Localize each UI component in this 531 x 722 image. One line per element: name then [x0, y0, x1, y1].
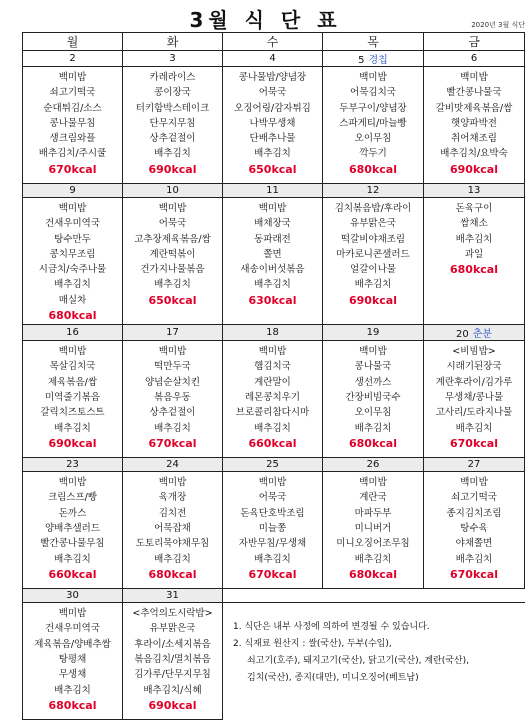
day-number-row: [23, 325, 525, 341]
menu-item: 터키함박스테이크: [135, 102, 210, 114]
menu-item: 상추겉절이: [149, 407, 196, 419]
menu-item: 배추김치: [455, 553, 493, 565]
day-number: 20: [455, 329, 469, 341]
menu-item: 두부구이/양념장: [339, 102, 407, 114]
holiday-label: 춘분: [472, 329, 493, 341]
menu-row: [23, 603, 525, 720]
calorie-label: 670kcal: [248, 567, 297, 581]
calorie-label: 680kcal: [450, 263, 498, 277]
menu-item: 쇠고기떡국: [49, 87, 96, 99]
calorie-label: 660kcal: [48, 567, 97, 581]
weekday-header: 화: [123, 33, 223, 51]
note-line: 쇠고기(호주), 돼지고기(국산), 닭고기(국산), 계란(국산),: [247, 656, 469, 667]
day-number: 13: [467, 185, 481, 196]
menu-item: 과일: [464, 248, 484, 260]
day-number: 2: [69, 53, 76, 64]
menu-item: 계란후라이/김가루: [435, 376, 513, 388]
menu-item: 오이무침: [354, 407, 392, 419]
calorie-label: 680kcal: [349, 436, 397, 450]
menu-item: 배추김치: [154, 148, 191, 160]
day-number-cell: [424, 458, 525, 472]
menu-item: 상추겉절이: [149, 133, 196, 145]
day-number-cell: [23, 325, 123, 341]
menu-item: 배추김치/요박숙: [440, 148, 508, 160]
holiday-label: 경칩: [368, 55, 388, 66]
weekday-header: 수: [223, 33, 323, 51]
day-number-row: [23, 458, 525, 472]
day-menu-cell: [223, 341, 323, 458]
menu-item: 어묵김치국: [350, 87, 396, 99]
menu-item: 크림스프/빵: [47, 492, 98, 504]
day-number: 31: [166, 590, 179, 602]
menu-item: 동파래전: [254, 233, 291, 245]
day-menu-cell: [23, 472, 123, 589]
menu-item: 백미밥: [460, 72, 488, 83]
menu-row: [23, 472, 525, 589]
menu-item: 고사리/도라지나물: [435, 407, 513, 419]
day-menu-cell: [23, 198, 123, 325]
day-number: 10: [166, 185, 179, 196]
calorie-label: 680kcal: [48, 309, 97, 323]
menu-item: 떡만두국: [154, 361, 191, 373]
day-number: 25: [266, 459, 279, 471]
day-number-cell: [323, 458, 424, 472]
day-menu-cell: [123, 603, 223, 720]
menu-item: 배추김치: [54, 553, 91, 565]
day-number-cell: [123, 325, 223, 341]
day-menu-cell: [323, 341, 424, 458]
menu-item: 배추김치: [254, 422, 291, 434]
menu-item: 제육볶음/쌈: [47, 376, 98, 388]
menu-item: 양배추샐러드: [44, 522, 101, 534]
menu-item: 백미밥: [58, 203, 87, 214]
menu-item: <추억의도시락밥>: [132, 608, 213, 620]
day-menu-cell: [323, 472, 424, 589]
menu-item: 백미밥: [58, 608, 87, 620]
calorie-label: 650kcal: [248, 162, 297, 176]
menu-item: 백미밥: [58, 346, 87, 358]
day-number: 27: [467, 459, 481, 471]
menu-item: 백미밥: [258, 477, 287, 489]
day-number-cell: [424, 51, 525, 67]
menu-item: 나박무생채: [249, 117, 296, 129]
menu-item: 김가루/단무지무침: [134, 669, 211, 681]
menu-item: 오이무침: [354, 133, 392, 145]
menu-item: 야채쫄면: [455, 538, 493, 550]
menu-row: [23, 341, 525, 458]
menu-item: 백미밥: [158, 477, 187, 489]
calorie-label: 680kcal: [48, 698, 97, 712]
menu-item: 건새우미역국: [44, 218, 101, 230]
day-number-cell: [123, 589, 223, 603]
calorie-label: 680kcal: [349, 567, 397, 581]
menu-item: 양념순살치킨: [144, 376, 201, 388]
menu-item: 콩치무조림: [49, 248, 96, 260]
menu-item: 스파게티/마늘빵: [339, 117, 407, 129]
day-number: 5: [358, 55, 365, 66]
day-menu-cell: [23, 341, 123, 458]
menu-item: 목살김치국: [49, 361, 96, 373]
menu-item: 미역줄기볶음: [44, 391, 101, 403]
menu-item: 쇠고기떡국: [451, 492, 497, 504]
menu-item: 배추김치: [54, 684, 91, 696]
menu-item: 탕평채: [58, 653, 87, 665]
notes-cell: [223, 603, 525, 720]
day-number-cell: [223, 325, 323, 341]
day-menu-cell: [123, 341, 223, 458]
day-number: 24: [166, 459, 179, 471]
menu-item: 도토리묵야채무침: [135, 538, 210, 550]
menu-item: 자반무침/무생채: [238, 538, 307, 550]
weekday-header: 목: [323, 33, 424, 51]
menu-item: 무생채: [58, 669, 87, 681]
menu-item: 마카로니콘샐러드: [336, 248, 410, 260]
menu-item: 고추장제육볶음/쌈: [134, 233, 211, 245]
menu-item: 백미밥: [460, 477, 488, 489]
menu-item: 햄김치국: [254, 361, 291, 373]
menu-item: 취어채조림: [451, 133, 497, 145]
day-number-cell: [123, 51, 223, 67]
menu-item: 간장비빔국수: [345, 391, 401, 403]
menu-item: <비빔밥>: [452, 346, 496, 358]
menu-item: 어묵잡채: [154, 522, 191, 534]
calorie-label: 630kcal: [248, 293, 297, 307]
menu-item: 콩이장국: [154, 87, 191, 99]
weekday-header: 금: [424, 33, 525, 51]
menu-item: 백미밥: [158, 203, 187, 214]
menu-item: 백미밥: [158, 346, 187, 358]
menu-row: [23, 67, 525, 184]
menu-item: 카레라이스: [149, 72, 196, 83]
day-number: 4: [269, 53, 276, 64]
menu-table: [22, 32, 525, 720]
menu-item: 유부맑은국: [350, 218, 396, 230]
menu-item: 마파두부: [354, 507, 392, 519]
menu-item: 새송이버섯볶음: [240, 264, 305, 276]
calorie-label: 660kcal: [248, 436, 297, 450]
menu-item: 배추김치: [455, 233, 493, 245]
day-number-cell: [23, 589, 123, 603]
menu-item: 배추김치: [254, 279, 291, 291]
menu-item: 유부맑은국: [149, 623, 196, 635]
menu-item: 생크림와플: [49, 133, 96, 145]
menu-item: 배추김치: [154, 422, 191, 434]
note-line: 1. 식단은 내부 사정에 의하여 변경될 수 있습니다.: [233, 622, 430, 633]
day-number-cell: [424, 325, 525, 341]
menu-item: 시래기된장국: [446, 361, 502, 373]
calorie-label: 680kcal: [349, 162, 397, 176]
day-menu-cell: [223, 472, 323, 589]
menu-item: 계란말이: [254, 376, 291, 388]
day-number: 6: [470, 53, 478, 64]
calorie-label: 690kcal: [48, 436, 97, 450]
day-number: 26: [366, 459, 380, 471]
menu-item: 배추김치: [154, 279, 191, 291]
menu-item: 어묵국: [258, 87, 287, 99]
menu-item: 건가지나물볶음: [140, 264, 205, 276]
menu-item: 백미밥: [359, 72, 387, 83]
menu-item: 단배추나물: [249, 133, 296, 145]
menu-item: 어묵국: [158, 218, 187, 230]
menu-item: 무생채/콩나물: [444, 391, 504, 403]
menu-item: 순대튀김/소스: [43, 102, 102, 114]
weekday-header-row: [23, 33, 525, 51]
day-menu-cell: [424, 67, 525, 184]
menu-item: 배추김치/주시쿨: [38, 148, 107, 160]
calorie-label: 690kcal: [148, 698, 197, 712]
calorie-label: 670kcal: [48, 162, 97, 176]
calorie-label: 690kcal: [148, 162, 197, 176]
menu-item: 배추김치: [54, 279, 91, 291]
menu-item: 볶음김치/멸치볶음: [134, 653, 211, 665]
menu-item: 백미밥: [258, 203, 287, 214]
menu-item: 빨간콩나물무침: [40, 538, 105, 550]
menu-item: 미니버거: [354, 522, 392, 534]
day-number-cell: [23, 51, 123, 67]
menu-item: 빨간콩나물국: [446, 87, 502, 99]
menu-item: 햇양파박전: [451, 117, 497, 129]
menu-item: 배추김치: [354, 279, 392, 291]
menu-item: 시금치/숙주나물: [38, 264, 107, 276]
calorie-label: 670kcal: [450, 436, 498, 450]
menu-item: 단무지무침: [149, 117, 196, 129]
page-title: 3월 식 단 표: [189, 8, 342, 32]
menu-item: 김치전: [158, 507, 187, 519]
menu-item: 백미밥: [359, 346, 387, 358]
day-number-cell: [223, 51, 323, 67]
day-number: 16: [66, 327, 79, 339]
calorie-label: 650kcal: [148, 293, 197, 307]
day-number-row: [23, 589, 525, 603]
day-menu-cell: [223, 67, 323, 184]
day-number-cell: [223, 184, 323, 198]
day-menu-cell: [123, 198, 223, 325]
menu-item: 갈릭치즈토스트: [40, 407, 105, 419]
calorie-label: 690kcal: [349, 293, 397, 307]
day-number: 17: [166, 327, 179, 339]
day-number-cell: [323, 51, 424, 67]
menu-item: 쫄면: [263, 248, 282, 260]
menu-item: 깍두기: [359, 148, 387, 160]
calorie-label: 670kcal: [148, 436, 197, 450]
menu-item: 배추김치: [354, 553, 392, 565]
menu-item: 계란떡볶이: [149, 248, 196, 260]
menu-item: 제육볶음/양배추쌈: [34, 638, 111, 650]
day-number-row: [23, 184, 525, 198]
menu-item: 종지김치조림: [446, 507, 502, 519]
menu-item: 쌈채소: [460, 218, 488, 230]
day-menu-cell: [323, 67, 424, 184]
menu-item: 백미밥: [359, 477, 387, 489]
menu-item: 매실차: [58, 294, 87, 306]
day-number-cell: [424, 184, 525, 198]
day-number-cell: [323, 184, 424, 198]
menu-item: 콩나물무침: [49, 117, 96, 129]
day-number: 9: [69, 185, 76, 196]
day-number: 3: [169, 53, 176, 64]
menu-item: 콩나물밥/양념장: [238, 72, 307, 83]
menu-row: [23, 198, 525, 325]
day-menu-cell: [424, 341, 525, 458]
menu-item: 배추김치: [254, 148, 291, 160]
menu-item: 브로콜리참다시마: [235, 407, 310, 419]
menu-item: 배채장국: [254, 218, 291, 230]
menu-item: 배추김치: [254, 553, 291, 565]
blank-cell: [223, 589, 525, 603]
menu-item: 미니오징어조무침: [336, 538, 410, 550]
menu-item: 어묵국: [258, 492, 287, 504]
day-number: 11: [266, 185, 279, 196]
menu-item: 배추김치: [54, 422, 91, 434]
day-menu-cell: [123, 67, 223, 184]
menu-item: 계란국: [359, 492, 387, 504]
menu-item: 김치볶음밥/후라이: [334, 203, 412, 214]
menu-item: 백미밥: [58, 72, 87, 83]
note-line: 2. 식재료 원산지 : 쌀(국산), 두부(수입),: [233, 639, 392, 650]
menu-item: 배추김치: [154, 553, 191, 565]
menu-item: 탕수만두: [54, 233, 91, 245]
day-number-cell: [23, 458, 123, 472]
menu-item: 탕수육: [460, 522, 488, 534]
day-menu-cell: [223, 198, 323, 325]
weekday-header: 월: [23, 33, 123, 51]
menu-item: 볶음우동: [154, 391, 191, 403]
menu-item: 배추김치: [455, 422, 493, 434]
menu-item: 돈육구이: [455, 203, 493, 214]
day-number-cell: [123, 458, 223, 472]
day-menu-cell: [23, 603, 123, 720]
menu-item: 백미밥: [58, 477, 87, 489]
menu-item: 오징어링/감자튀김: [234, 102, 311, 114]
day-number: 30: [66, 590, 79, 602]
menu-item: 레몬콩치우기: [244, 391, 301, 403]
day-number-cell: [123, 184, 223, 198]
day-number-cell: [23, 184, 123, 198]
day-number: 19: [366, 327, 380, 339]
menu-item: 배추김치/식혜: [143, 684, 202, 696]
day-number: 18: [266, 327, 279, 339]
menu-item: 육개장: [158, 492, 187, 504]
menu-item: 돈육단호박조림: [240, 507, 305, 519]
day-menu-cell: [323, 198, 424, 325]
menu-item: 생선까스: [354, 376, 392, 388]
day-number-cell: [223, 458, 323, 472]
calorie-label: 680kcal: [148, 567, 197, 581]
menu-item: 백미밥: [258, 346, 287, 358]
menu-item: 떡갈비야채조림: [340, 233, 406, 245]
calorie-label: 670kcal: [450, 567, 498, 581]
day-number: 12: [366, 185, 380, 196]
day-menu-cell: [424, 198, 525, 325]
day-menu-cell: [123, 472, 223, 589]
date-note: 2020년 3월 식단: [471, 21, 525, 29]
menu-item: 배추김치: [354, 422, 392, 434]
menu-item: 후라이/소세지볶음: [134, 638, 211, 650]
day-number-cell: [323, 325, 424, 341]
note-line: 김치(국산), 종지(대만), 미니오징어(베트남): [247, 673, 419, 684]
menu-item: 얼갈이나물: [350, 264, 396, 276]
day-number-row: [23, 51, 525, 67]
menu-item: 콩나물국: [354, 361, 392, 373]
day-menu-cell: [23, 67, 123, 184]
day-number: 23: [66, 459, 79, 471]
menu-item: 미늘쫑: [258, 522, 287, 534]
menu-item: 돈까스: [58, 507, 87, 519]
menu-item: 건새우미역국: [44, 623, 101, 635]
menu-item: 갈비맛제육볶음/쌈: [435, 102, 513, 114]
calorie-label: 690kcal: [450, 162, 498, 176]
day-menu-cell: [424, 472, 525, 589]
